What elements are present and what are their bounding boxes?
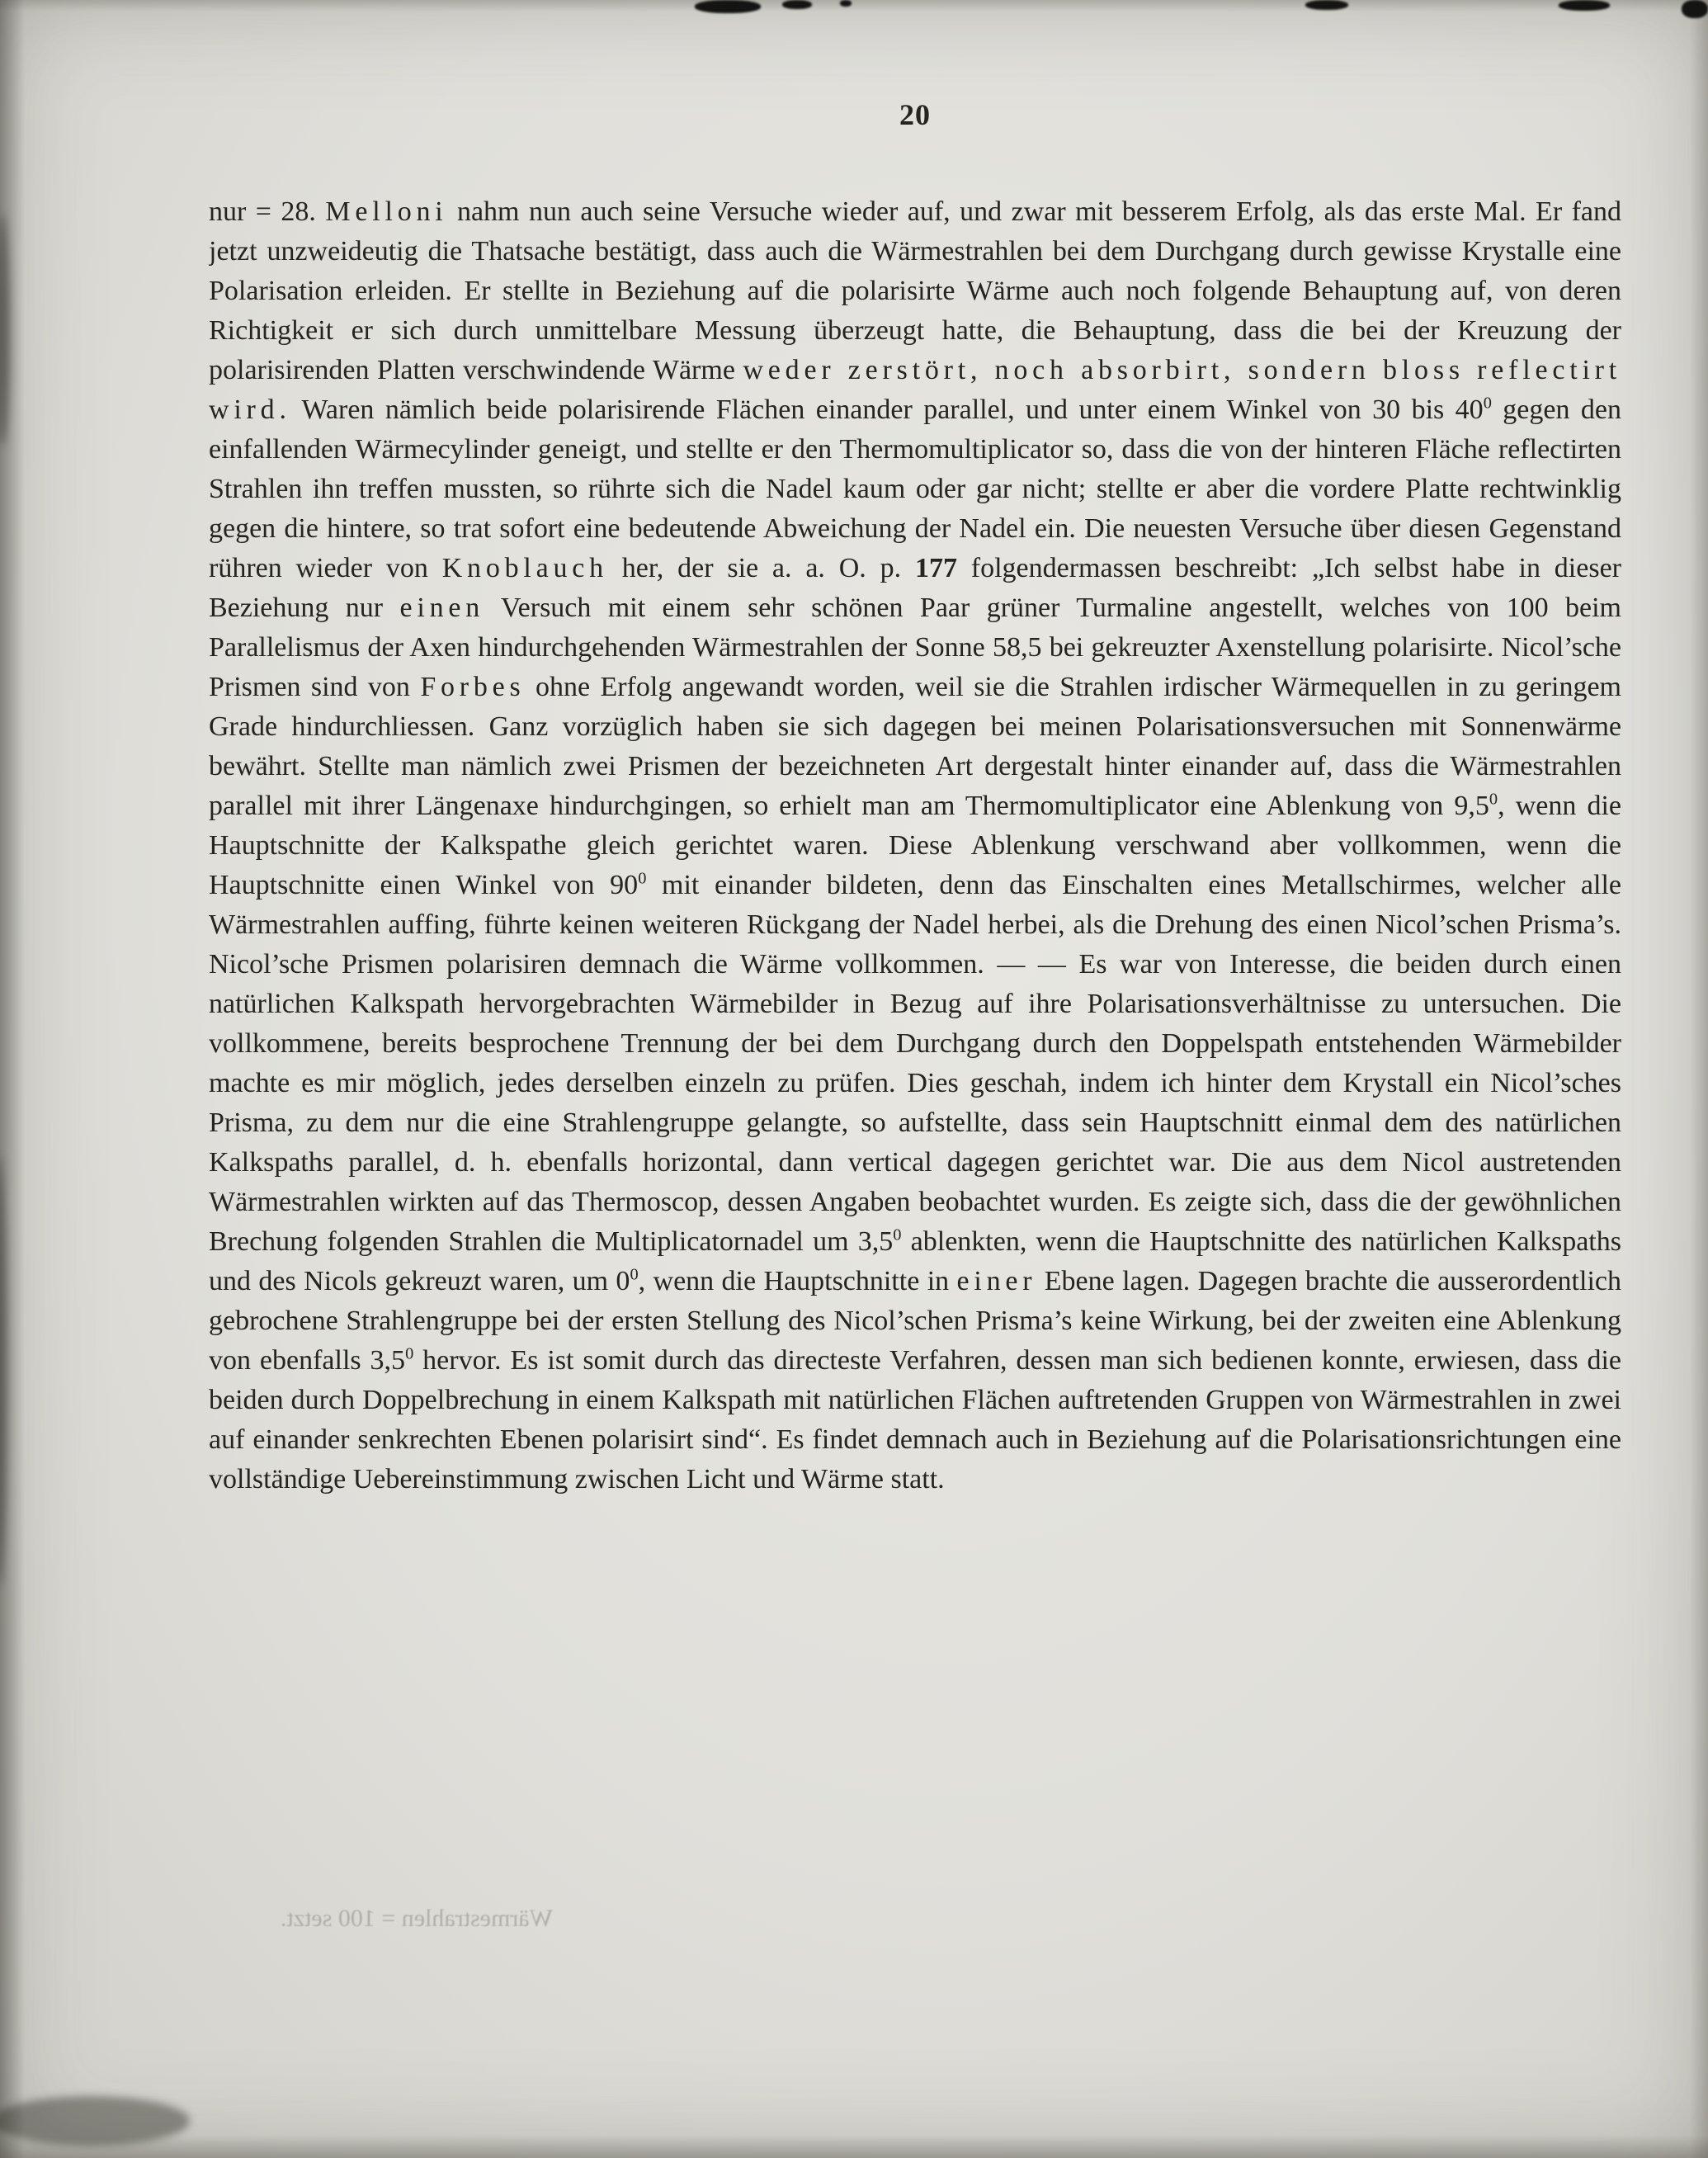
scan-artifact-top-6 — [1682, 0, 1708, 18]
scan-smudge-bottom — [0, 2096, 190, 2146]
scan-smudge-left-1 — [0, 215, 10, 446]
scan-artifact-top-1 — [695, 0, 761, 13]
scan-smudge-left-2 — [0, 1155, 7, 1584]
scan-artifact-top-4 — [1305, 0, 1348, 10]
scan-artifact-top-3 — [840, 0, 852, 7]
scan-edge-right — [1690, 0, 1708, 2158]
scan-edge-bottom — [0, 2135, 1708, 2158]
bleed-through-text: Wärmestrahlen = 100 setzt. — [280, 1905, 553, 1932]
scan-artifact-top-5 — [1559, 0, 1610, 11]
scan-artifact-top-2 — [782, 0, 812, 9]
body-text: nur = 28. Melloni nahm nun auch seine Versuche wieder auf, und zwar mit besserem Erfolg, als das erste Mal. Er fand jetzt unzweideutig die Thatsache bestätigt, dass auch die Wärmestrahlen bei dem Durchgang durch gewisse Krystalle eine Polarisation erleiden. Er stellte in Beziehung auf die polarisirte Wärme auch noch folgende Behauptung auf, von deren Richtigkeit er sich durch unmittelbare Messung überzeugt hatte, die Behauptung, dass die bei der Kreuzung der polarisirenden Platten verschwindende Wärme weder zerstört, noch absorbirt, sondern bloss reflectirt wird. Waren nämlich beide polarisirende Flächen einander parallel, und unter einem Winkel von 30 bis $40^0$ gegen den einfallenden Wärmecylinder geneigt, und stellte er den Thermomultiplicator so, dass die von der hinteren Fläche reflectirten Strahlen ihn treffen mussten, so rührte sich die Nadel kaum oder gar nicht; stellte er aber die vordere Platte rechtwinklig gegen die hintere, so trat sofort eine bedeutende Abweichung der Nadel ein. Die neuesten Versuche über diesen Gegenstand rühren wieder von Knoblauch her, der sie a. a. O. p. 177 folgendermassen beschreibt: „Ich selbst habe in dieser Beziehung nur einen Versuch mit einem sehr schönen Paar grüner Turmaline angestellt, welches von 100 beim Parallelismus der Axen hindurchgehenden Wärmestrahlen der Sonne 58,5 bei gekreuzter Axenstellung polarisirte. Nicol’sche Prismen sind von Forbes ohne Erfolg angewandt worden, weil sie die Strahlen irdischer Wärmequellen in zu geringem Grade hindurchliessen. Ganz vorzüglich haben sie sich dagegen bei meinen Polarisationsversuchen mit Sonnenwärme bewährt. Stellte man nämlich zwei Prismen der bezeichneten Art dergestalt hinter einander auf, dass die Wärmestrahlen parallel mit ihrer Längenaxe hindurchgingen, so erhielt man am Thermomultiplicator eine Ablenkung von $9,5^0$, wenn die Hauptschnitte der Kalkspathe gleich gerichtet waren. Diese Ablenkung verschwand aber vollkommen, wenn die Hauptschnitte einen Winkel von $90^0$ mit einander bildeten, denn das Einschalten eines Metallschirmes, welcher alle Wärmestrahlen auffing, führte keinen weiteren Rückgang der Nadel herbei, als die Drehung des einen Nicol’schen Prisma’s. Nicol’sche Prismen polarisiren demnach die Wärme vollkommen. — — Es war von Interesse, die beiden durch einen natürlichen Kalkspath hervorgebrachten Wärmebilder in Bezug auf ihre Polarisationsverhältnisse zu untersuchen. Die vollkommene, bereits besprochene Trennung der bei dem Durchgang durch den Doppelspath entstehenden Wärmebilder machte es mir möglich, jedes derselben einzeln zu prüfen. Dies geschah, indem ich hinter dem Krystall ein Nicol’sches Prisma, zu dem nur die eine Strahlengruppe gelangte, so aufstellte, dass sein Hauptschnitt einmal dem des natürlichen Kalkspaths parallel, d. h. ebenfalls horizontal, dann vertical dagegen gerichtet war. Die aus dem Nicol austretenden Wärmestrahlen wirkten auf das Thermoscop, dessen Angaben beobachtet wurden. Es zeigte sich, dass die der gewöhnlichen Brechung folgenden Strahlen die Multiplicatornadel um $3,5^0$ ablenkten, wenn die Hauptschnitte des natürlichen Kalkspaths und des Nicols gekreuzt waren, um $0^0$, wenn die Hauptschnitte in einer Ebene lagen. Dagegen brachte die ausserordentlich gebrochene Strahlengruppe bei der ersten Stellung des Nicol’schen Prisma’s keine Wirkung, bei der zweiten eine Ablenkung von ebenfalls $3,5^0$ hervor. Es ist somit durch das directeste Verfahren, dessen man sich bedienen konnte, erwiesen, dass die beiden durch Doppelbrechung in einem Kalkspath mit natürlichen Flächen auftretenden Gruppen von Wärmestrahlen in zwei auf einander senkrechten Ebenen polarisirt sind“. Es findet demnach auch in Beziehung auf die Polarisationsrichtungen eine vollständige Uebereinstimmung zwischen Licht und Wärme statt. — [209, 196, 1621, 1495]
page-number: 20 — [899, 98, 931, 131]
scan-edge-top — [0, 0, 1708, 12]
scan-edge-left — [0, 0, 25, 2158]
